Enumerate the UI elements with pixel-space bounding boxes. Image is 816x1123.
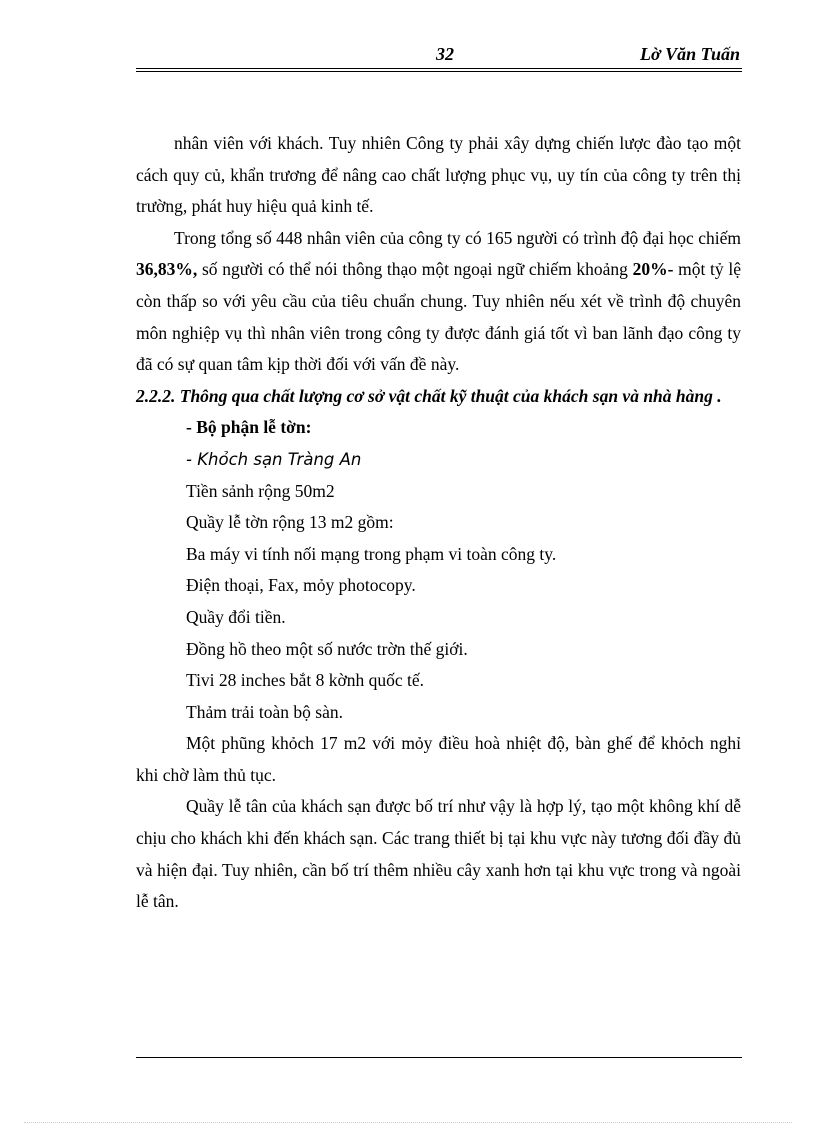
paragraph-waiting-room: Một phũng khỏch 17 m2 với mỏy điều hoà nhiệt độ, bàn ghế để khỏch nghỉ khi chờ làm thủ tục. (136, 733, 741, 785)
language-percentage: 20%- (632, 259, 674, 280)
paragraph-conclusion: Quầy lễ tân của khách sạn được bố trí như vậy là hợp lý, tạo một không khí dễ chịu cho khách khi đến khách sạn. Các trang thiết bị tại khu vực này tương đối đầy đủ và hiện đại. Tuy nhiên, cần bố trí thêm nhiều cây xanh hơn tại khu vực trong và ngoài lễ tân. (136, 796, 741, 912)
list-item: Thảm trải toàn bộ sàn. (186, 701, 343, 722)
page-header (136, 44, 742, 68)
stats-text-2: số người có thể nói thông thạo một ngoại ngữ chiếm khoảng (197, 259, 633, 280)
author-name: Lờ Văn Tuấn (639, 44, 740, 64)
list-item: Quầy đổi tiền. (186, 606, 286, 627)
document-body (136, 128, 741, 918)
list-item: Ba máy vi tính nối mạng trong phạm vi toàn công ty. (186, 543, 557, 564)
university-percentage: 36,83%, (136, 259, 198, 280)
list-item: Điện thoại, Fax, mỏy photocopy. (186, 575, 416, 596)
list-item: Đồng hồ theo một số nước trờn thế giới. (186, 638, 468, 659)
list-item: Quầy lễ tờn rộng 13 m2 gồm: (186, 512, 394, 533)
header-rule-top (136, 68, 742, 69)
list-item: Tivi 28 inches bắt 8 kờnh quốc tế. (186, 670, 425, 691)
stats-text-1: Trong tổng số 448 nhân viên của công ty có 165 người có trình độ đại học chiếm (174, 227, 741, 248)
header-rule-bottom (136, 71, 742, 72)
paragraph-staff-training: nhân viên với khách. Tuy nhiên Công ty phải xây dựng chiến lược đào tạo một cách quy củ, khẩn trương để nâng cao chất lượng phục vụ, uy tín của công ty trên thị trường, phát huy hiệu quả kinh tế. (136, 133, 741, 217)
stats-text-3: một tỷ lệ còn thấp so với yêu cầu của tiêu chuẩn chung. Tuy nhiên nếu xét về trình độ chuyên môn nghiệp vụ thì nhân viên trong công ty được đánh giá tốt vì ban lãnh đạo công ty đã có sự quan tâm kịp thời đối với vấn đề này. (136, 259, 741, 375)
reception-subheading: - Bộ phận lễ tờn: (186, 417, 312, 438)
hotel-name: - Khỏch sạn Tràng An (186, 449, 362, 469)
paragraph-staff-statistics (136, 223, 741, 381)
section-heading: 2.2.2. Thông qua chất lượng cơ sở vật chất kỹ thuật của khách sạn và nhà hàng . (136, 385, 722, 406)
list-item: Tiền sảnh rộng 50m2 (186, 480, 335, 501)
footer-rule (136, 1057, 742, 1058)
page-number: 32 (436, 44, 454, 64)
